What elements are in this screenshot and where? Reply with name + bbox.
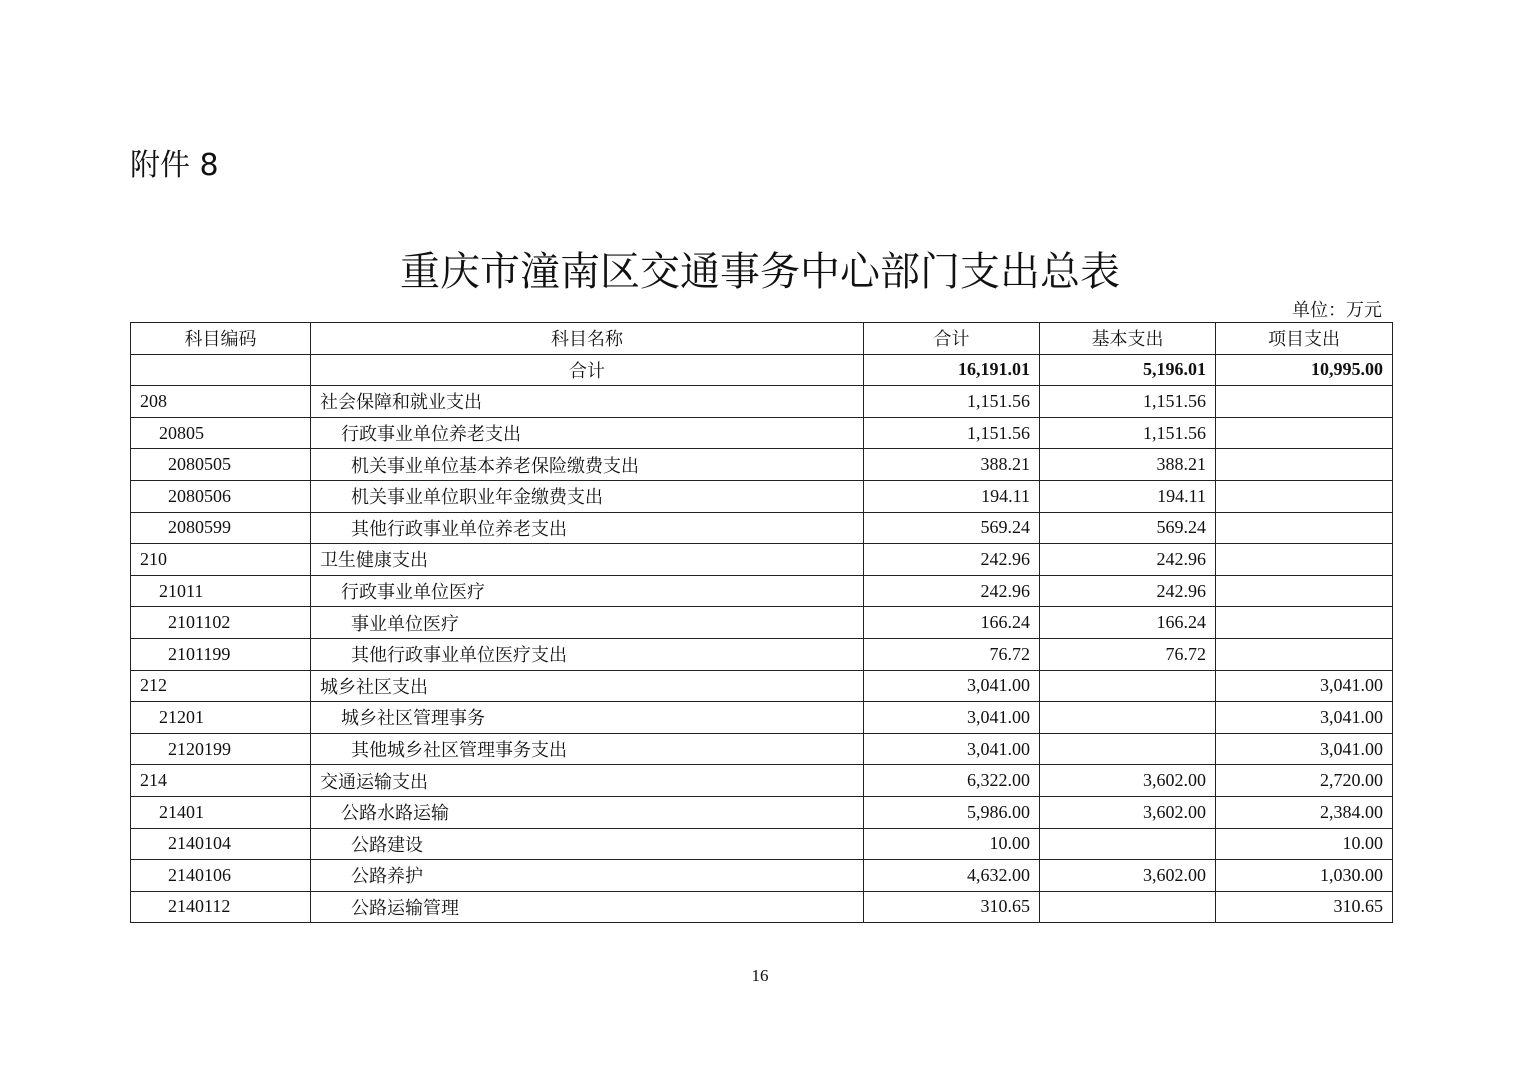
row-code: 212 [131,670,311,702]
row-project [1216,607,1393,639]
row-basic: 1,151.56 [1040,386,1216,418]
row-code: 2101102 [131,607,311,639]
row-basic: 242.96 [1040,544,1216,576]
row-name: 城乡社区支出 [311,670,864,702]
row-total: 3,041.00 [864,733,1040,765]
table-row [131,733,1393,765]
row-basic [1040,670,1216,702]
row-code: 21201 [131,702,311,734]
row-name: 其他城乡社区管理事务支出 [311,733,864,765]
row-code: 2140112 [131,891,311,923]
total-code-cell [131,354,311,386]
table-row [131,512,1393,544]
row-code: 2080505 [131,449,311,481]
row-total: 242.96 [864,544,1040,576]
table-row [131,607,1393,639]
row-name: 事业单位医疗 [311,607,864,639]
row-basic: 1,151.56 [1040,417,1216,449]
page-title: 重庆市潼南区交通事务中心部门支出总表 [400,249,1120,295]
row-total: 4,632.00 [864,860,1040,892]
row-project: 3,041.00 [1216,702,1393,734]
table-row [131,702,1393,734]
attachment-label: 附件 8 [130,148,219,183]
row-total: 5,986.00 [864,796,1040,828]
row-project [1216,544,1393,576]
row-project [1216,417,1393,449]
row-name: 其他行政事业单位医疗支出 [311,638,864,670]
row-project [1216,449,1393,481]
row-code: 208 [131,386,311,418]
header-basic: 基本支出 [1040,323,1216,355]
row-total: 242.96 [864,575,1040,607]
row-project [1216,386,1393,418]
total-label: 合计 [311,354,864,386]
row-basic [1040,733,1216,765]
row-code: 2101199 [131,638,311,670]
unit-label: 单位：万元 [1292,300,1382,320]
row-project: 2,384.00 [1216,796,1393,828]
table-row [131,575,1393,607]
row-total: 310.65 [864,891,1040,923]
row-project: 3,041.00 [1216,733,1393,765]
row-total: 3,041.00 [864,670,1040,702]
row-project: 3,041.00 [1216,670,1393,702]
total-project: 10,995.00 [1216,354,1393,386]
row-name: 城乡社区管理事务 [311,702,864,734]
row-code: 2140104 [131,828,311,860]
row-total: 166.24 [864,607,1040,639]
row-project: 2,720.00 [1216,765,1393,797]
row-name: 公路运输管理 [311,891,864,923]
row-name: 机关事业单位职业年金缴费支出 [311,480,864,512]
row-project: 310.65 [1216,891,1393,923]
table-row [131,828,1393,860]
row-basic: 3,602.00 [1040,860,1216,892]
table-row [131,765,1393,797]
row-name: 交通运输支出 [311,765,864,797]
row-total: 388.21 [864,449,1040,481]
table-row [131,891,1393,923]
table-row [131,449,1393,481]
row-code: 20805 [131,417,311,449]
page-number: 16 [751,966,769,985]
row-basic: 242.96 [1040,575,1216,607]
row-code: 2080506 [131,480,311,512]
header-code: 科目编码 [131,323,311,355]
row-basic: 166.24 [1040,607,1216,639]
row-basic: 76.72 [1040,638,1216,670]
table-row [131,544,1393,576]
row-total: 76.72 [864,638,1040,670]
row-total: 1,151.56 [864,386,1040,418]
row-code: 214 [131,765,311,797]
row-project: 1,030.00 [1216,860,1393,892]
row-name: 公路水路运输 [311,796,864,828]
header-project: 项目支出 [1216,323,1393,355]
row-code: 21401 [131,796,311,828]
row-total: 569.24 [864,512,1040,544]
row-name: 社会保障和就业支出 [311,386,864,418]
row-code: 2080599 [131,512,311,544]
row-code: 2140106 [131,860,311,892]
row-basic: 3,602.00 [1040,765,1216,797]
row-name: 行政事业单位医疗 [311,575,864,607]
row-code: 210 [131,544,311,576]
total-basic: 5,196.01 [1040,354,1216,386]
row-code: 21011 [131,575,311,607]
table-row [131,638,1393,670]
row-total: 10.00 [864,828,1040,860]
row-name: 机关事业单位基本养老保险缴费支出 [311,449,864,481]
row-basic [1040,891,1216,923]
row-basic: 569.24 [1040,512,1216,544]
row-name: 公路养护 [311,860,864,892]
table-row [131,417,1393,449]
row-project: 10.00 [1216,828,1393,860]
row-basic [1040,702,1216,734]
row-basic: 388.21 [1040,449,1216,481]
table-row [131,860,1393,892]
row-basic [1040,828,1216,860]
row-total: 3,041.00 [864,702,1040,734]
total-total: 16,191.01 [864,354,1040,386]
row-project [1216,480,1393,512]
row-name: 行政事业单位养老支出 [311,417,864,449]
row-total: 6,322.00 [864,765,1040,797]
row-code: 2120199 [131,733,311,765]
table-row [131,386,1393,418]
expenditure-table [130,322,1393,923]
table-row [131,670,1393,702]
table-row [131,480,1393,512]
row-name: 其他行政事业单位养老支出 [311,512,864,544]
row-total: 194.11 [864,480,1040,512]
table-header-row [131,323,1393,355]
header-name: 科目名称 [311,323,864,355]
row-project [1216,512,1393,544]
row-name: 卫生健康支出 [311,544,864,576]
row-name: 公路建设 [311,828,864,860]
total-row [131,354,1393,386]
row-project [1216,638,1393,670]
header-total: 合计 [864,323,1040,355]
row-basic: 3,602.00 [1040,796,1216,828]
row-project [1216,575,1393,607]
table-row [131,796,1393,828]
row-total: 1,151.56 [864,417,1040,449]
row-basic: 194.11 [1040,480,1216,512]
